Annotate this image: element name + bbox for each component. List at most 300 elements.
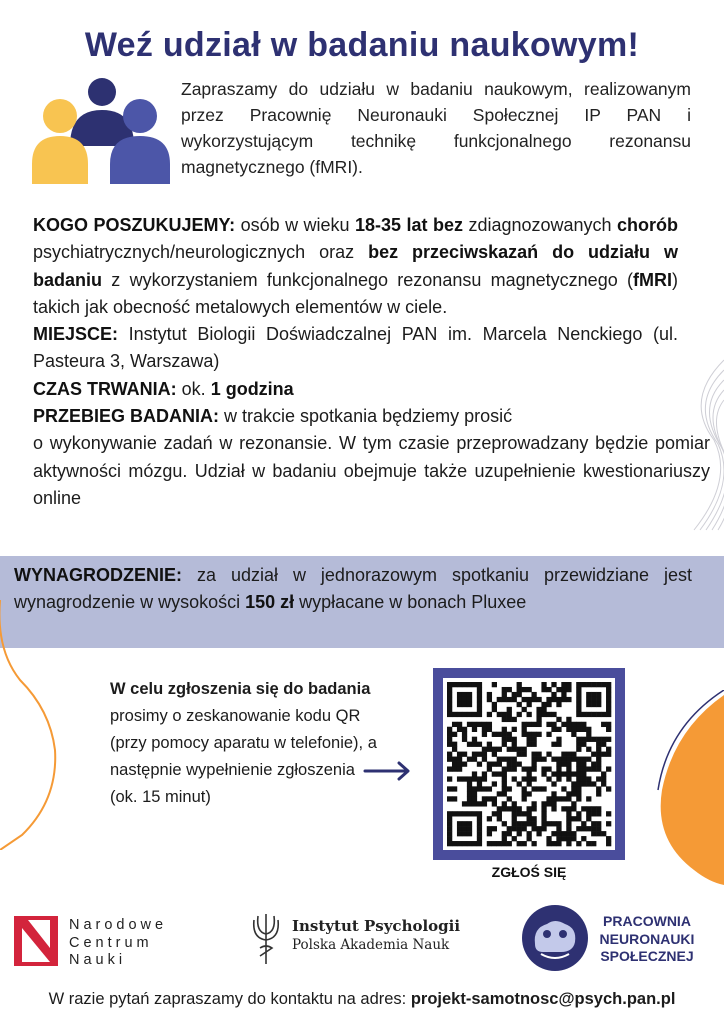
qr-module <box>571 786 576 791</box>
qr-module <box>502 776 507 781</box>
qr-module <box>591 781 596 786</box>
qr-module <box>606 737 611 742</box>
qr-module <box>477 687 482 692</box>
people-illustration <box>30 76 175 186</box>
qr-module <box>536 707 541 712</box>
qr-module <box>452 732 457 737</box>
qr-module <box>522 766 527 771</box>
qr-module <box>606 841 611 846</box>
qr-module <box>581 826 586 831</box>
qr-module <box>472 742 477 747</box>
qr-module <box>571 722 576 727</box>
pns-logo-text <box>597 913 697 966</box>
qr-module <box>536 757 541 762</box>
qr-module <box>502 836 507 841</box>
qr-code-pattern <box>443 678 615 850</box>
qr-module <box>591 831 596 836</box>
qr-module <box>546 836 551 841</box>
qr-module <box>546 801 551 806</box>
qr-module <box>517 712 522 717</box>
ncn-logo <box>14 916 209 970</box>
qr-module <box>571 801 576 806</box>
qr-module <box>522 791 527 796</box>
qr-module <box>596 826 601 831</box>
qr-module <box>576 766 581 771</box>
qr-module <box>556 687 561 692</box>
qr-module <box>477 752 482 757</box>
qr-module <box>606 697 611 702</box>
qr-module <box>581 742 586 747</box>
qr-module <box>447 712 452 717</box>
who-text-1: osób w wieku <box>235 215 356 235</box>
qr-module <box>477 682 482 687</box>
qr-module <box>527 737 532 742</box>
qr-module <box>581 757 586 762</box>
qr-module <box>482 771 487 776</box>
qr-module <box>576 781 581 786</box>
ncn-line-3: Nauki <box>69 952 127 968</box>
qr-module <box>566 762 571 767</box>
pns-line-2: NEURONAUKI <box>599 930 695 947</box>
qr-module <box>601 722 606 727</box>
qr-module <box>507 796 512 801</box>
qr-module <box>566 717 571 722</box>
qr-module <box>556 776 561 781</box>
qr-module <box>477 811 482 816</box>
qr-module <box>462 826 467 831</box>
qr-module <box>576 697 581 702</box>
qr-module <box>541 766 546 771</box>
qr-module <box>522 776 527 781</box>
qr-module <box>482 786 487 791</box>
qr-module <box>531 801 536 806</box>
qr-module <box>487 747 492 752</box>
qr-module <box>487 692 492 697</box>
qr-module <box>596 702 601 707</box>
qr-module <box>541 816 546 821</box>
qr-code[interactable] <box>443 678 615 850</box>
qr-module <box>477 722 482 727</box>
arrow-right-icon <box>363 760 413 782</box>
qr-module <box>487 697 492 702</box>
qr-module <box>507 697 512 702</box>
qr-module <box>477 702 482 707</box>
qr-module <box>576 776 581 781</box>
qr-module <box>581 727 586 732</box>
qr-module <box>576 791 581 796</box>
qr-module <box>566 722 571 727</box>
qr-module <box>586 682 591 687</box>
qr-module <box>531 697 536 702</box>
apply-text: prosimy o zeskanowanie kodu QR (przy pomocy aparatu w telefonie), a następnie wypełnienie zgłoszenia (ok. 15 minut) <box>110 707 377 806</box>
place-paragraph <box>33 321 678 376</box>
qr-module <box>452 712 457 717</box>
qr-module <box>467 826 472 831</box>
qr-module <box>507 747 512 752</box>
qr-module <box>477 697 482 702</box>
qr-module <box>536 717 541 722</box>
qr-module <box>531 821 536 826</box>
qr-module <box>596 692 601 697</box>
qr-module <box>531 841 536 846</box>
qr-module <box>462 801 467 806</box>
qr-module <box>457 752 462 757</box>
qr-module <box>512 816 517 821</box>
qr-module <box>541 806 546 811</box>
qr-module <box>482 727 487 732</box>
qr-module <box>561 831 566 836</box>
qr-module <box>457 727 462 732</box>
qr-module <box>507 737 512 742</box>
qr-module <box>556 841 561 846</box>
qr-module <box>467 791 472 796</box>
qr-module <box>527 766 532 771</box>
qr-module <box>536 831 541 836</box>
qr-module <box>477 692 482 697</box>
qr-module <box>462 811 467 816</box>
qr-module <box>512 697 517 702</box>
qr-module <box>556 742 561 747</box>
qr-module <box>452 747 457 752</box>
qr-module <box>576 841 581 846</box>
qr-module <box>551 727 556 732</box>
qr-module <box>551 771 556 776</box>
qr-module <box>531 692 536 697</box>
qr-module <box>546 776 551 781</box>
qr-module <box>452 742 457 747</box>
qr-module <box>596 712 601 717</box>
qr-module <box>556 762 561 767</box>
qr-module <box>576 722 581 727</box>
qr-module <box>591 806 596 811</box>
qr-module <box>517 762 522 767</box>
qr-module <box>467 796 472 801</box>
qr-module <box>457 841 462 846</box>
qr-module <box>541 811 546 816</box>
duration-text: ok. <box>176 378 211 399</box>
qr-module <box>546 697 551 702</box>
payment-amount: 150 zł <box>245 592 295 613</box>
procedure-label: PRZEBIEG BADANIA: <box>33 406 220 427</box>
qr-module <box>517 806 522 811</box>
qr-module <box>561 762 566 767</box>
qr-module <box>541 757 546 762</box>
qr-module <box>447 826 452 831</box>
qr-module <box>551 697 556 702</box>
qr-module <box>497 762 502 767</box>
qr-module <box>571 816 576 821</box>
qr-module <box>556 727 561 732</box>
place-text: Instytut Biologii Doświadczalnej PAN im. Marcela Nenckiego (ul. Pasteura 3, Warszawa) <box>33 324 678 372</box>
qr-module <box>576 682 581 687</box>
qr-module <box>546 722 551 727</box>
qr-module <box>561 796 566 801</box>
qr-module <box>596 757 601 762</box>
qr-module <box>492 771 497 776</box>
qr-module <box>522 697 527 702</box>
qr-module <box>571 771 576 776</box>
qr-module <box>561 806 566 811</box>
qr-module <box>467 697 472 702</box>
ip-subtitle: Polska Akademia Nauk <box>292 937 450 953</box>
qr-module <box>507 707 512 712</box>
qr-module <box>576 742 581 747</box>
qr-module <box>606 682 611 687</box>
qr-module <box>541 702 546 707</box>
qr-module <box>531 806 536 811</box>
qr-module <box>561 722 566 727</box>
qr-module <box>571 732 576 737</box>
qr-module <box>462 702 467 707</box>
qr-module <box>576 811 581 816</box>
qr-module <box>467 692 472 697</box>
qr-module <box>546 796 551 801</box>
qr-module <box>522 826 527 831</box>
pns-line-3: SPOŁECZNEJ <box>600 948 694 964</box>
qr-module <box>492 682 497 687</box>
qr-module <box>581 776 586 781</box>
qr-module <box>596 737 601 742</box>
qr-module <box>606 747 611 752</box>
qr-module <box>487 766 492 771</box>
contact-email[interactable]: projekt-samotnosc@psych.pan.pl <box>410 990 676 1008</box>
qr-module <box>527 722 532 727</box>
qr-module <box>546 841 551 846</box>
qr-module <box>556 757 561 762</box>
qr-module <box>512 821 517 826</box>
place-label: MIEJSCE: <box>33 324 119 345</box>
qr-module <box>536 732 541 737</box>
qr-module <box>576 687 581 692</box>
qr-module <box>462 762 467 767</box>
qr-module <box>507 826 512 831</box>
qr-module <box>551 692 556 697</box>
qr-module <box>457 697 462 702</box>
qr-module <box>576 707 581 712</box>
qr-module <box>531 752 536 757</box>
qr-module <box>551 742 556 747</box>
procedure-paragraph <box>33 403 678 430</box>
psyche-logo-icon <box>248 908 284 966</box>
qr-module <box>457 831 462 836</box>
qr-module <box>467 841 472 846</box>
qr-module <box>576 816 581 821</box>
qr-module <box>497 771 502 776</box>
qr-module <box>546 712 551 717</box>
qr-module <box>586 826 591 831</box>
qr-module <box>541 771 546 776</box>
qr-module <box>596 776 601 781</box>
qr-module <box>492 702 497 707</box>
qr-module <box>447 816 452 821</box>
qr-module <box>541 712 546 717</box>
qr-module <box>522 732 527 737</box>
qr-module <box>571 831 576 836</box>
qr-module <box>467 722 472 727</box>
qr-module <box>561 687 566 692</box>
qr-module <box>606 727 611 732</box>
ncn-line-1: Narodowe <box>69 917 168 933</box>
qr-module <box>497 791 502 796</box>
qr-module <box>566 697 571 702</box>
qr-module <box>472 841 477 846</box>
qr-module <box>556 826 561 831</box>
qr-module <box>606 702 611 707</box>
qr-module <box>492 781 497 786</box>
qr-module <box>507 806 512 811</box>
orange-blob-decoration <box>654 690 724 890</box>
ncn-name <box>69 917 167 970</box>
qr-module <box>576 692 581 697</box>
qr-module <box>512 747 517 752</box>
qr-module <box>606 722 611 727</box>
qr-module <box>531 737 536 742</box>
qr-module <box>447 752 452 757</box>
qr-module <box>472 757 477 762</box>
qr-module <box>457 766 462 771</box>
qr-module <box>502 692 507 697</box>
qr-module <box>551 806 556 811</box>
qr-module <box>586 702 591 707</box>
qr-module <box>576 826 581 831</box>
qr-module <box>507 831 512 836</box>
qr-module <box>576 747 581 752</box>
qr-module <box>586 727 591 732</box>
qr-module <box>606 712 611 717</box>
qr-module <box>477 776 482 781</box>
contact-line <box>0 990 724 1009</box>
qr-module <box>512 826 517 831</box>
qr-module <box>497 697 502 702</box>
qr-module <box>566 836 571 841</box>
qr-module <box>472 801 477 806</box>
qr-module <box>596 811 601 816</box>
qr-module <box>586 737 591 742</box>
qr-module <box>596 682 601 687</box>
qr-module <box>487 727 492 732</box>
qr-module <box>536 697 541 702</box>
qr-module <box>522 786 527 791</box>
qr-module <box>457 762 462 767</box>
qr-module <box>447 821 452 826</box>
who-text-4: z wykorzystaniem funkcjonalnego rezonansu magnetycznego ( <box>102 269 633 290</box>
qr-module <box>512 766 517 771</box>
qr-module <box>502 712 507 717</box>
qr-module <box>527 806 532 811</box>
qr-module <box>541 801 546 806</box>
qr-module <box>467 831 472 836</box>
qr-module <box>447 831 452 836</box>
qr-module <box>477 786 482 791</box>
qr-module <box>546 687 551 692</box>
qr-module <box>507 786 512 791</box>
qr-module <box>517 826 522 831</box>
qr-module <box>447 702 452 707</box>
qr-module <box>467 821 472 826</box>
qr-module <box>507 766 512 771</box>
qr-module <box>551 841 556 846</box>
qr-module <box>546 752 551 757</box>
qr-module <box>497 757 502 762</box>
qr-module <box>527 732 532 737</box>
qr-module <box>551 781 556 786</box>
qr-module <box>447 796 452 801</box>
qr-module <box>487 841 492 846</box>
qr-module <box>571 806 576 811</box>
qr-module <box>606 836 611 841</box>
qr-module <box>482 752 487 757</box>
qr-module <box>581 722 586 727</box>
qr-module <box>477 841 482 846</box>
qr-module <box>452 786 457 791</box>
qr-module <box>566 816 571 821</box>
qr-module <box>447 786 452 791</box>
qr-module <box>531 826 536 831</box>
qr-module <box>586 766 591 771</box>
qr-module <box>522 707 527 712</box>
qr-module <box>467 712 472 717</box>
qr-module <box>517 702 522 707</box>
qr-module <box>492 796 497 801</box>
qr-module <box>492 752 497 757</box>
qr-module <box>536 786 541 791</box>
who-text-2: zdiagnozowanych <box>462 215 617 235</box>
qr-module <box>561 757 566 762</box>
qr-module <box>517 841 522 846</box>
qr-module <box>551 682 556 687</box>
who-text-3: psychiatrycznych/neurologicznych oraz <box>33 242 369 263</box>
qr-module <box>457 776 462 781</box>
qr-module <box>586 747 591 752</box>
qr-module <box>551 722 556 727</box>
qr-module <box>512 717 517 722</box>
qr-module <box>472 737 477 742</box>
qr-module <box>566 806 571 811</box>
qr-module <box>561 682 566 687</box>
qr-module <box>502 791 507 796</box>
qr-module <box>541 682 546 687</box>
qr-module <box>447 776 452 781</box>
qr-module <box>556 717 561 722</box>
qr-module <box>527 702 532 707</box>
qr-module <box>487 722 492 727</box>
qr-module <box>517 811 522 816</box>
qr-module <box>576 737 581 742</box>
qr-module <box>507 841 512 846</box>
who-label: KOGO POSZUKUJEMY: <box>33 215 236 235</box>
qr-caption: ZGŁOŚ SIĘ <box>491 864 567 880</box>
qr-module <box>522 752 527 757</box>
qr-module <box>531 722 536 727</box>
qr-module <box>561 786 566 791</box>
qr-module <box>581 682 586 687</box>
qr-module <box>576 786 581 791</box>
qr-module <box>581 762 586 767</box>
qr-module <box>551 791 556 796</box>
qr-module <box>522 811 527 816</box>
qr-module <box>492 707 497 712</box>
qr-module <box>556 737 561 742</box>
qr-module <box>561 692 566 697</box>
qr-module <box>497 841 502 846</box>
pns-line-1: PRACOWNIA <box>603 913 691 929</box>
qr-module <box>601 742 606 747</box>
qr-module <box>576 796 581 801</box>
qr-module <box>531 816 536 821</box>
qr-module <box>527 811 532 816</box>
qr-module <box>531 742 536 747</box>
qr-module <box>606 811 611 816</box>
